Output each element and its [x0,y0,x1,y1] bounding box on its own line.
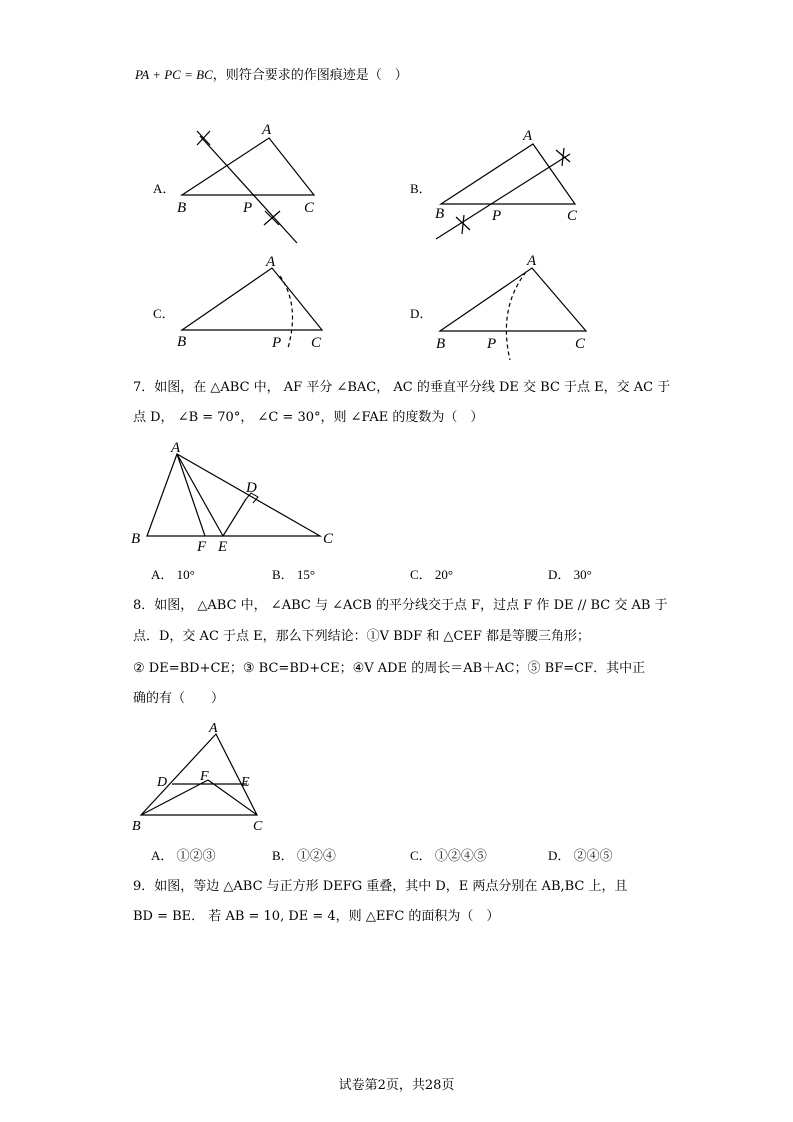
q6-condition-line [135,66,408,85]
q8-line-3: ② DE=BD+CE；③ BC=BD+CE；④V ADE 的周长＝AB＋AC；⑤ BF=CF．其中正 [133,661,646,676]
fig-b-label-b: B [435,206,445,222]
fig-a-label-b: B [177,200,187,216]
q6-figure-a [170,118,315,248]
fig-b-label-p: P [492,208,502,224]
q8-label-a: A [209,721,218,736]
q8-label-e: E [241,775,250,790]
q6-figure-b [430,124,590,244]
q8-choice-a[interactable]: A． ①②③ [151,848,216,863]
q8-label-c: C [253,819,263,834]
page-footer: 试卷第2页，共28页 [338,1078,455,1093]
fig-c-label-a: A [266,254,276,270]
q7-line-2: 点 D， ∠B = 70°， ∠C = 30°，则 ∠FAE 的度数为（ ） [133,410,484,425]
fig-d-label-c: C [575,336,586,352]
q8-line-1: 8．如图， △ABC 中， ∠ABC 与 ∠ACB 的平分线交于点 F，过点 F 作 DE // BC 交 AB 于 [133,598,668,613]
q7-figure [125,435,345,555]
q6-condition-math: PA + PC = BC [135,67,213,82]
q7-label-d: D [246,480,257,496]
fig-a-label-a: A [262,122,272,138]
q8-choice-d[interactable]: D． ②④⑤ [548,848,613,863]
fig-b-label-a: A [523,128,533,144]
q6-option-a-label: A． [153,181,176,196]
q8-line-4: 确的有（ ） [133,691,225,706]
q9-line-1: 9．如图，等边 △ABC 与正方形 DEFG 重叠，其中 D，E 两点分别在 AB,BC 上，且 [133,879,628,894]
fig-a-label-c: C [304,200,315,216]
q8-figure [130,718,270,836]
q6-option-c-label: C． [153,306,175,321]
q7-label-b: B [131,531,141,547]
q7-line-1: 7．如图，在 △ABC 中， AF 平分 ∠BAC， AC 的垂直平分线 DE 交 BC 于点 E，交 AC 于 [133,380,671,395]
q7-choice-b[interactable]: B． 15° [272,567,316,582]
fig-b-label-c: C [567,208,578,224]
q8-line-2: 点．D，交 AC 于点 E，那么下列结论：①V BDF 和 △CEF 都是等腰三角形； [133,629,591,644]
fig-d-label-a: A [527,253,537,269]
fig-c-label-c: C [311,335,322,351]
q6-figure-c [170,250,330,350]
q8-choice-b[interactable]: B． ①②④ [272,848,336,863]
q7-choice-a[interactable]: A． 10° [151,567,195,582]
fig-d-label-p: P [487,336,497,352]
q8-choice-c[interactable]: C． ①②④⑤ [410,848,487,863]
fig-d-label-b: B [436,336,446,352]
q8-label-d: D [157,775,168,790]
q6-condition-text: ，则符合要求的作图痕迹是（ ） [212,68,408,83]
q6-option-d-label: D． [410,306,433,321]
q6-option-b-label: B． [410,181,432,196]
q7-choice-c[interactable]: C． 20° [410,567,454,582]
fig-c-label-b: B [177,334,187,350]
q7-label-e: E [218,539,228,555]
q9-line-2: BD = BE． 若 AB = 10, DE = 4，则 △EFC 的面积为（ ） [133,909,500,924]
fig-c-label-p: P [272,335,282,351]
q7-label-f: F [197,539,207,555]
q8-label-f: F [200,769,209,784]
q7-label-c: C [323,531,334,547]
fig-a-label-p: P [243,200,253,216]
q7-label-a: A [171,440,181,456]
q7-choice-d[interactable]: D． 30° [548,567,592,582]
q6-figure-d [430,248,590,363]
q8-label-b: B [132,819,141,834]
